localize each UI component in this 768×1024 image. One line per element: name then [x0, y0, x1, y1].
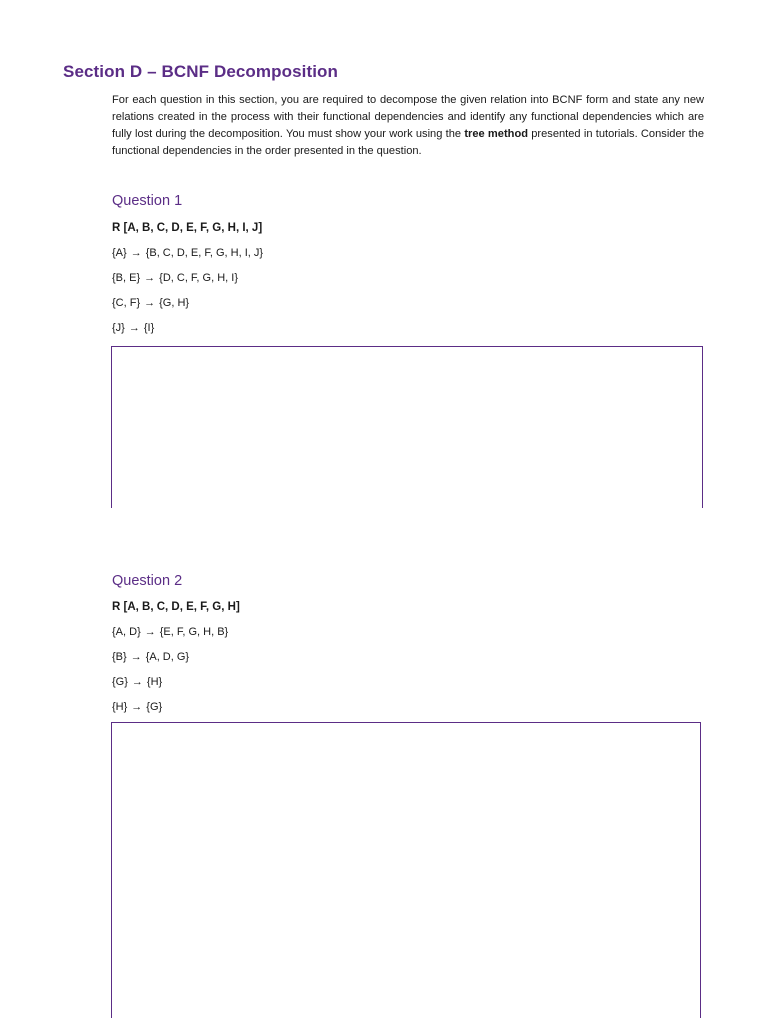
instructions-bold-term: tree method [464, 128, 528, 140]
fd-lhs: {J} [112, 322, 125, 334]
fd-lhs: {C, F} [112, 297, 141, 309]
section-instructions [112, 92, 704, 160]
section-title: Section D – BCNF Decomposition [63, 62, 339, 81]
question-2-fd-1 [112, 626, 228, 638]
arrow-icon: → [144, 297, 156, 309]
question-1-fd-4 [112, 322, 154, 334]
question-2-fd-4 [112, 701, 162, 713]
fd-lhs: {A, D} [112, 626, 141, 638]
question-1-fd-1 [112, 247, 263, 259]
fd-lhs: {G} [112, 676, 128, 688]
instructions-text-part1: For each question in this section, you are required to decompose the given relation into BCNF form and state any new relations created in the process with their functional dependencies and identify any functional dependencies which are fully lost during the decomposition. You must show your work using the [112, 94, 704, 140]
arrow-icon: → [128, 322, 140, 334]
fd-rhs: {G} [146, 701, 163, 713]
fd-rhs: {G, H} [159, 297, 190, 309]
question-2-answer-box[interactable] [111, 722, 701, 1018]
fd-rhs: {D, C, F, G, H, I} [159, 272, 238, 284]
fd-lhs: {A} [112, 247, 127, 259]
question-1-answer-box[interactable] [111, 346, 703, 508]
fd-lhs: {B, E} [112, 272, 141, 284]
arrow-icon: → [144, 626, 156, 638]
fd-lhs: {H} [112, 701, 128, 713]
question-2-fd-2 [112, 651, 189, 663]
question-1-heading: Question 1 [112, 193, 183, 209]
question-2-relation: R [A, B, C, D, E, F, G, H] [112, 601, 240, 613]
fd-rhs: {B, C, D, E, F, G, H, I, J} [145, 247, 264, 259]
question-2-heading: Question 2 [112, 573, 183, 589]
arrow-icon: → [130, 247, 142, 259]
arrow-icon: → [131, 676, 143, 688]
fd-rhs: {H} [146, 676, 163, 688]
fd-lhs: {B} [112, 651, 127, 663]
question-1-fd-3 [112, 297, 189, 309]
fd-rhs: {A, D, G} [145, 651, 190, 663]
instructions-text-part2: presented in tutorials. Consider the functional dependencies in the order presented in the question. [112, 128, 704, 157]
question-1-fd-2 [112, 272, 238, 284]
fd-rhs: {I} [143, 322, 155, 334]
question-2-fd-3 [112, 676, 162, 688]
arrow-icon: → [144, 272, 156, 284]
arrow-icon: → [130, 651, 142, 663]
question-1-relation: R [A, B, C, D, E, F, G, H, I, J] [112, 222, 263, 234]
fd-rhs: {E, F, G, H, B} [159, 626, 229, 638]
arrow-icon: → [131, 701, 143, 713]
